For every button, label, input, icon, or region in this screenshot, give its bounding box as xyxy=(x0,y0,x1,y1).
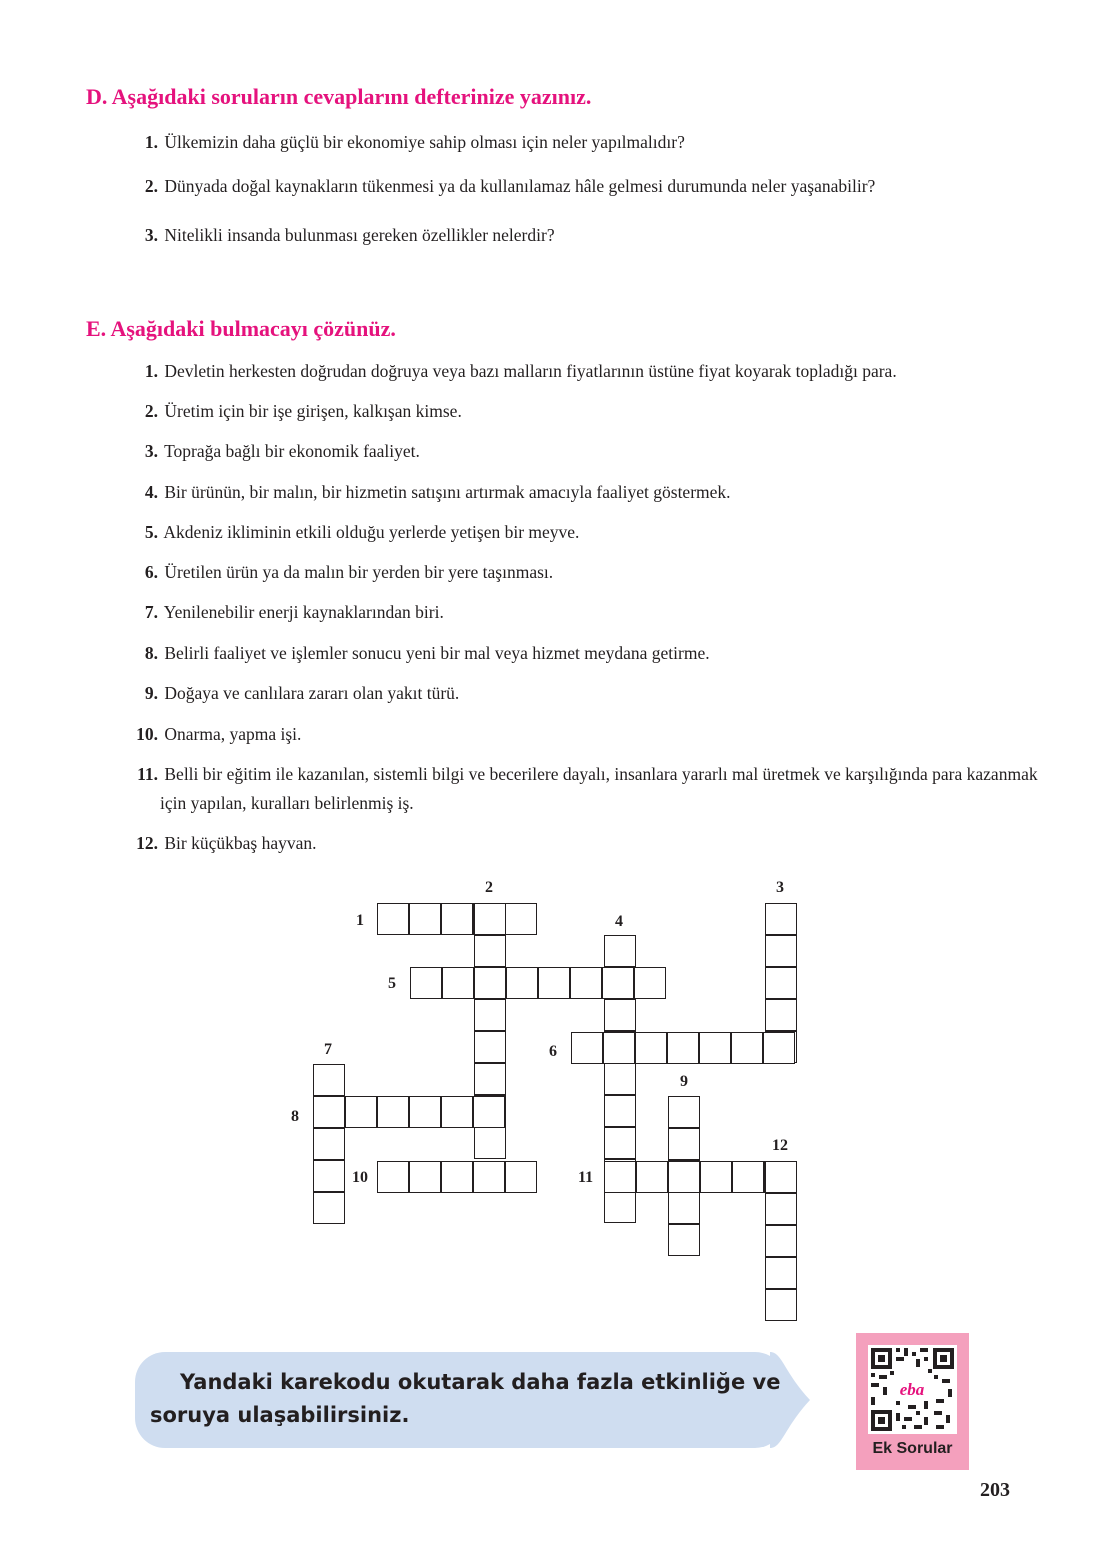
clue-number: 11. xyxy=(137,764,158,784)
section-e-heading: E. Aşağıdaki bulmacayı çözünüz. xyxy=(86,316,396,341)
crossword-cell[interactable] xyxy=(668,1161,700,1193)
page-number: 203 xyxy=(980,1479,1010,1501)
question-text: Dünyada doğal kaynakların tükenmesi ya da kullanılamaz hâle gelmesi durumunda neler yaşanabilir? xyxy=(164,176,876,196)
clue-text: Toprağa bağlı bir ekonomik faaliyet. xyxy=(164,441,420,461)
crossword-cell[interactable] xyxy=(667,1032,699,1064)
crossword-cell[interactable] xyxy=(313,1192,345,1224)
crossword-cell[interactable] xyxy=(441,1096,473,1128)
crossword-cell[interactable] xyxy=(636,1161,668,1193)
clue-number: 2. xyxy=(144,401,158,421)
crossword-cell[interactable] xyxy=(604,1127,636,1159)
crossword-cell[interactable] xyxy=(441,903,473,935)
crossword-cell[interactable] xyxy=(377,1161,409,1193)
question-number: 1. xyxy=(144,132,158,152)
clue-text: Devletin herkesten doğrudan doğruya veya bazı malların fiyatlarının üstüne fiyat koyarak topladığı para. xyxy=(164,361,897,381)
crossword-cell[interactable] xyxy=(765,1161,797,1193)
crossword-cell[interactable] xyxy=(441,1161,473,1193)
question-text: Nitelikli insanda bulunması gereken özellikler nelerdir? xyxy=(164,225,555,245)
crossword-cell[interactable] xyxy=(603,1032,635,1064)
crossword-cell[interactable] xyxy=(604,935,636,967)
clue-number: 10. xyxy=(136,724,158,744)
crossword-cell[interactable] xyxy=(763,1032,795,1064)
crossword-cell[interactable] xyxy=(313,1096,345,1128)
clue-text: Bir ürünün, bir malın, bir hizmetin satışını artırmak amacıyla faaliyet göstermek. xyxy=(164,482,731,502)
clue-number: 5. xyxy=(144,522,158,542)
clue-number: 12. xyxy=(136,833,158,853)
crossword-cell[interactable] xyxy=(765,1225,797,1257)
crossword-cell[interactable] xyxy=(377,903,409,935)
crossword-cell[interactable] xyxy=(505,903,537,935)
crossword-cell[interactable] xyxy=(602,967,634,999)
clue-number: 3. xyxy=(144,441,158,461)
crossword-cell[interactable] xyxy=(765,1193,797,1225)
crossword-label-9: 9 xyxy=(680,1073,688,1090)
crossword-label-8: 8 xyxy=(291,1108,299,1125)
crossword-cell[interactable] xyxy=(635,1032,667,1064)
crossword-cell[interactable] xyxy=(474,999,506,1031)
clue-text: Akdeniz ikliminin etkili olduğu yerlerde yetişen bir meyve. xyxy=(163,522,580,542)
crossword-cell[interactable] xyxy=(668,1224,700,1256)
crossword-cell[interactable] xyxy=(765,967,797,999)
crossword-cell[interactable] xyxy=(474,1127,506,1159)
crossword-label-4: 4 xyxy=(615,913,623,930)
crossword-cell[interactable] xyxy=(313,1064,345,1096)
crossword-cell[interactable] xyxy=(377,1096,409,1128)
crossword-label-3: 3 xyxy=(776,879,784,896)
crossword-cell[interactable] xyxy=(634,967,666,999)
question-number: 2. xyxy=(144,176,158,196)
crossword-cell[interactable] xyxy=(473,1096,505,1128)
crossword-cell[interactable] xyxy=(604,1095,636,1127)
crossword-cell[interactable] xyxy=(409,1096,441,1128)
crossword-cell[interactable] xyxy=(700,1161,732,1193)
crossword-cell[interactable] xyxy=(538,967,570,999)
crossword-cell[interactable] xyxy=(604,1191,636,1223)
crossword-cell[interactable] xyxy=(668,1096,700,1128)
crossword-label-1: 1 xyxy=(356,912,364,929)
qr-code-icon xyxy=(868,1345,957,1434)
crossword-cell[interactable] xyxy=(765,999,797,1031)
clue-text: Bir küçükbaş hayvan. xyxy=(164,833,317,853)
crossword-cell[interactable] xyxy=(765,1289,797,1321)
crossword-cell[interactable] xyxy=(699,1032,731,1064)
qr-label: Ek Sorular xyxy=(872,1440,953,1457)
crossword-cell[interactable] xyxy=(571,1032,603,1064)
clue-text: Onarma, yapma işi. xyxy=(164,724,302,744)
qr-code[interactable] xyxy=(868,1345,957,1434)
clue-text: Yenilenebilir enerji kaynaklarından biri. xyxy=(163,602,444,622)
banner-text: Yandaki karekodu okutarak daha fazla etkinliğe ve soruya ulaşabilirsiniz. xyxy=(150,1370,781,1427)
crossword-cell[interactable] xyxy=(313,1160,345,1192)
crossword-cell[interactable] xyxy=(604,999,636,1031)
question-text: Ülkemizin daha güçlü bir ekonomiye sahip olması için neler yapılmalıdır? xyxy=(164,132,685,152)
crossword-cell[interactable] xyxy=(313,1128,345,1160)
question-number: 3. xyxy=(144,225,158,245)
crossword-cell[interactable] xyxy=(668,1192,700,1224)
clue-text: Belli bir eğitim ile kazanılan, sistemli bilgi ve becerilere dayalı, insanlara yararlı mal üretmek ve karşılığında para kazanmak için yapılan, kuralları belirlenmiş iş. xyxy=(160,764,1038,813)
crossword-cell[interactable] xyxy=(473,1161,505,1193)
crossword-cell[interactable] xyxy=(668,1128,700,1160)
crossword-cell[interactable] xyxy=(409,1161,441,1193)
clue-text: Doğaya ve canlılara zararı olan yakıt türü. xyxy=(164,683,460,703)
crossword-cell[interactable] xyxy=(604,1161,636,1193)
crossword-label-2: 2 xyxy=(485,879,493,896)
crossword-cell[interactable] xyxy=(442,967,474,999)
crossword-cell[interactable] xyxy=(474,967,506,999)
clue-text: Üretim için bir işe girişen, kalkışan kimse. xyxy=(164,401,462,421)
crossword-cell[interactable] xyxy=(765,903,797,935)
crossword-label-10: 10 xyxy=(352,1169,368,1186)
crossword-label-7: 7 xyxy=(324,1041,332,1058)
crossword-cell[interactable] xyxy=(604,1063,636,1095)
crossword-cell[interactable] xyxy=(570,967,602,999)
clue-text: Belirli faaliyet ve işlemler sonucu yeni bir mal veya hizmet meydana getirme. xyxy=(164,643,710,663)
crossword-cell[interactable] xyxy=(474,903,506,935)
crossword-cell[interactable] xyxy=(409,903,441,935)
crossword-cell[interactable] xyxy=(505,1161,537,1193)
clue-number: 4. xyxy=(144,482,158,502)
crossword-cell[interactable] xyxy=(474,1063,506,1095)
crossword-cell[interactable] xyxy=(732,1161,764,1193)
crossword-cell[interactable] xyxy=(765,935,797,967)
crossword-label-12: 12 xyxy=(772,1137,788,1154)
crossword-label-11: 11 xyxy=(578,1169,594,1186)
crossword-cell[interactable] xyxy=(474,1031,506,1063)
clue-number: 7. xyxy=(144,602,158,622)
svg-text:eba: eba xyxy=(899,1380,925,1399)
crossword-cell[interactable] xyxy=(474,935,506,967)
crossword-cell[interactable] xyxy=(410,967,442,999)
crossword-label-6: 6 xyxy=(549,1043,557,1060)
clue-number: 9. xyxy=(144,683,158,703)
clue-number: 1. xyxy=(144,361,158,381)
crossword-cell[interactable] xyxy=(506,967,538,999)
clue-number: 8. xyxy=(144,643,158,663)
crossword-cell[interactable] xyxy=(765,1257,797,1289)
section-d-heading: D. Aşağıdaki soruların cevaplarını defterinize yazınız. xyxy=(86,84,592,109)
crossword-label-5: 5 xyxy=(388,975,396,992)
crossword-cell[interactable] xyxy=(731,1032,763,1064)
clue-number: 6. xyxy=(144,562,158,582)
clue-text: Üretilen ürün ya da malın bir yerden bir yere taşınması. xyxy=(164,562,554,582)
crossword-cell[interactable] xyxy=(345,1096,377,1128)
